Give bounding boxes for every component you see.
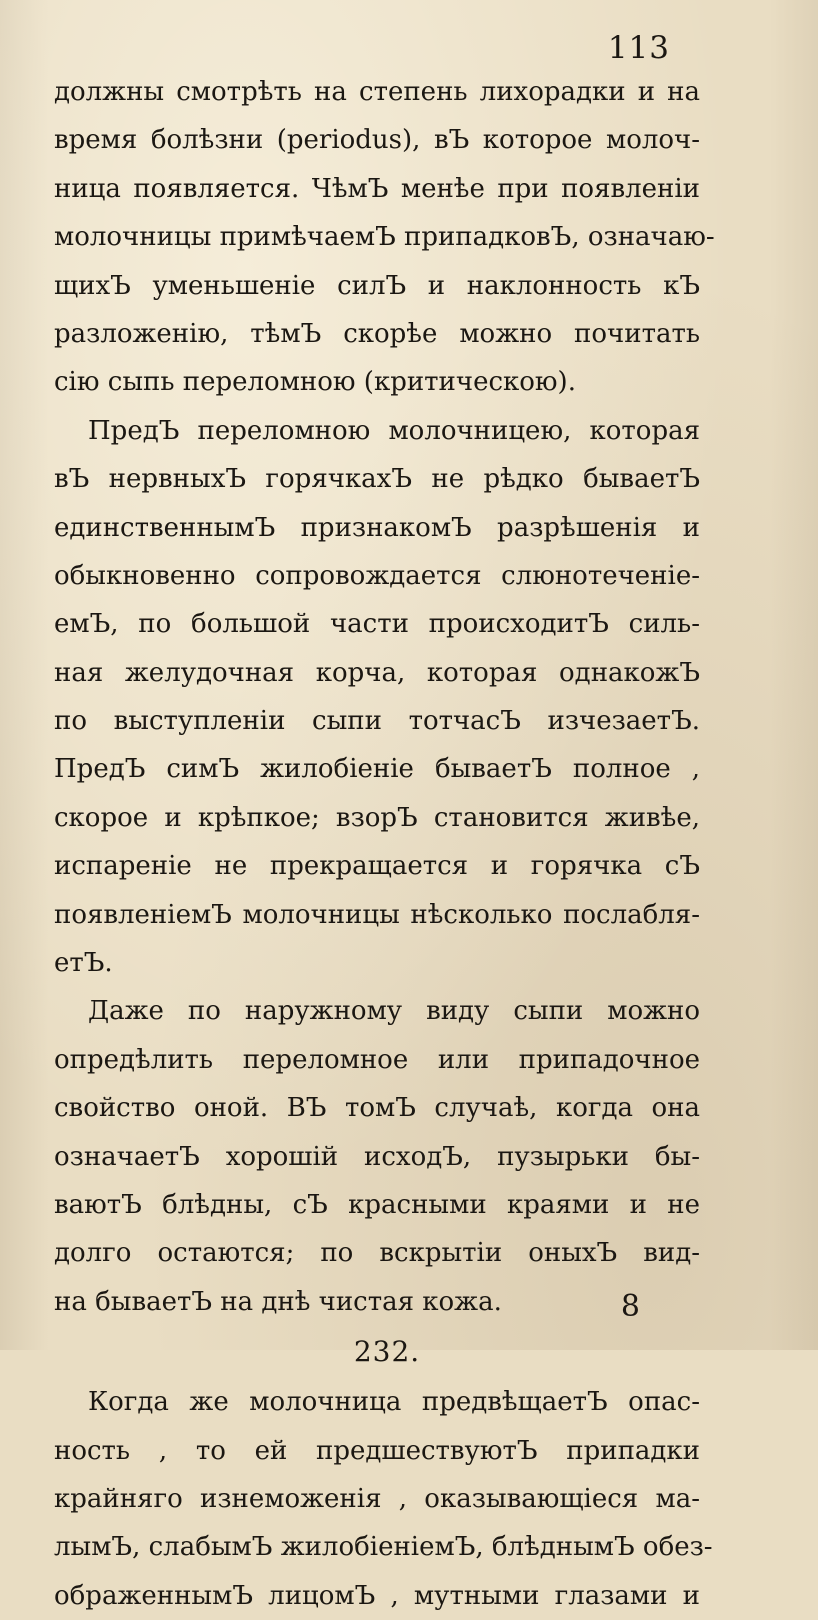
paragraph-1: [54, 68, 715, 407]
text-line: етЪ.: [54, 948, 113, 979]
text-line: крайняго изнеможенія , оказывающіеся ма-: [54, 1483, 700, 1514]
text-line: испареніе не прекращается и горячка сЪ: [54, 851, 700, 882]
text-line: лымЪ, слабымЪ жилобіеніемЪ, блѣднымЪ обез-: [54, 1532, 713, 1563]
section-number: 232.: [353, 1335, 421, 1369]
text-line: Когда же молочница предвѣщаетЪ опас-: [88, 1387, 700, 1418]
text-line: разложенію, тѣмЪ скорѣе можно почитать: [54, 318, 700, 349]
text-line: время болѣзни (periodus), вЪ которое молоч-: [54, 125, 700, 156]
text-line: долго остаются; по вскрытіи оныхЪ вид-: [54, 1238, 700, 1269]
text-line: должны смотрѣть на степень лихорадки и на: [54, 77, 700, 107]
text-line: Даже по наружному виду сыпи можно: [88, 996, 700, 1027]
text-line: ПредЪ переломною молочницею, которая: [88, 415, 700, 446]
text-line: свойство оной. ВЪ томЪ случаѣ, когда она: [54, 1093, 700, 1124]
paragraph-3: [54, 987, 700, 1326]
text-line: ница появляется. ЧѣмЪ менѣе при появленіи: [54, 173, 700, 204]
text-line: ность , то ей предшествуютЪ припадки: [54, 1435, 700, 1466]
page-number: 113: [607, 30, 670, 66]
text-line: скорое и крѣпкое; взорЪ становится живѣе,: [54, 802, 700, 833]
text-line: молочницы примѣчаемЪ припадковЪ, означаю-: [54, 222, 715, 253]
text-line: ная желудочная корча, которая однакожЪ: [54, 657, 700, 688]
text-line: щихЪ уменьшеніе силЪ и наклонность кЪ: [54, 270, 700, 301]
paragraph-4: [54, 1378, 713, 1620]
text-line: емЪ, по большой части происходитЪ силь-: [54, 609, 700, 640]
text-line: единственнымЪ признакомЪ разрѣшенія и: [54, 512, 700, 543]
text-line: сію сыпь переломною (критическою).: [54, 367, 576, 398]
text-line: вЪ нервныхЪ горячкахЪ не рѣдко бываетЪ: [54, 464, 700, 495]
text-body: [54, 68, 715, 1620]
signature-mark: 8: [620, 1289, 640, 1324]
text-line: ваютЪ блѣдны, сЪ красными краями и не: [54, 1189, 700, 1220]
text-line: на бываетЪ на днѣ чистая кожа.: [54, 1286, 502, 1317]
text-line: появленіемЪ молочницы нѣсколько послабля-: [54, 899, 700, 930]
text-line: ображеннымЪ лицомЪ , мутными глазами и: [54, 1580, 700, 1611]
paragraph-2: [54, 407, 700, 988]
text-line: означаетЪ хорошій исходЪ, пузырьки бы-: [54, 1141, 700, 1172]
text-line: ПредЪ симЪ жилобіеніе бываетЪ полное ,: [54, 754, 700, 785]
text-line: по выступленіи сыпи тотчасЪ изчезаетЪ.: [54, 706, 700, 737]
text-line: обыкновенно сопровождается слюнотеченіе-: [54, 560, 700, 591]
text-line: опредѣлить переломное или припадочное: [54, 1044, 700, 1075]
